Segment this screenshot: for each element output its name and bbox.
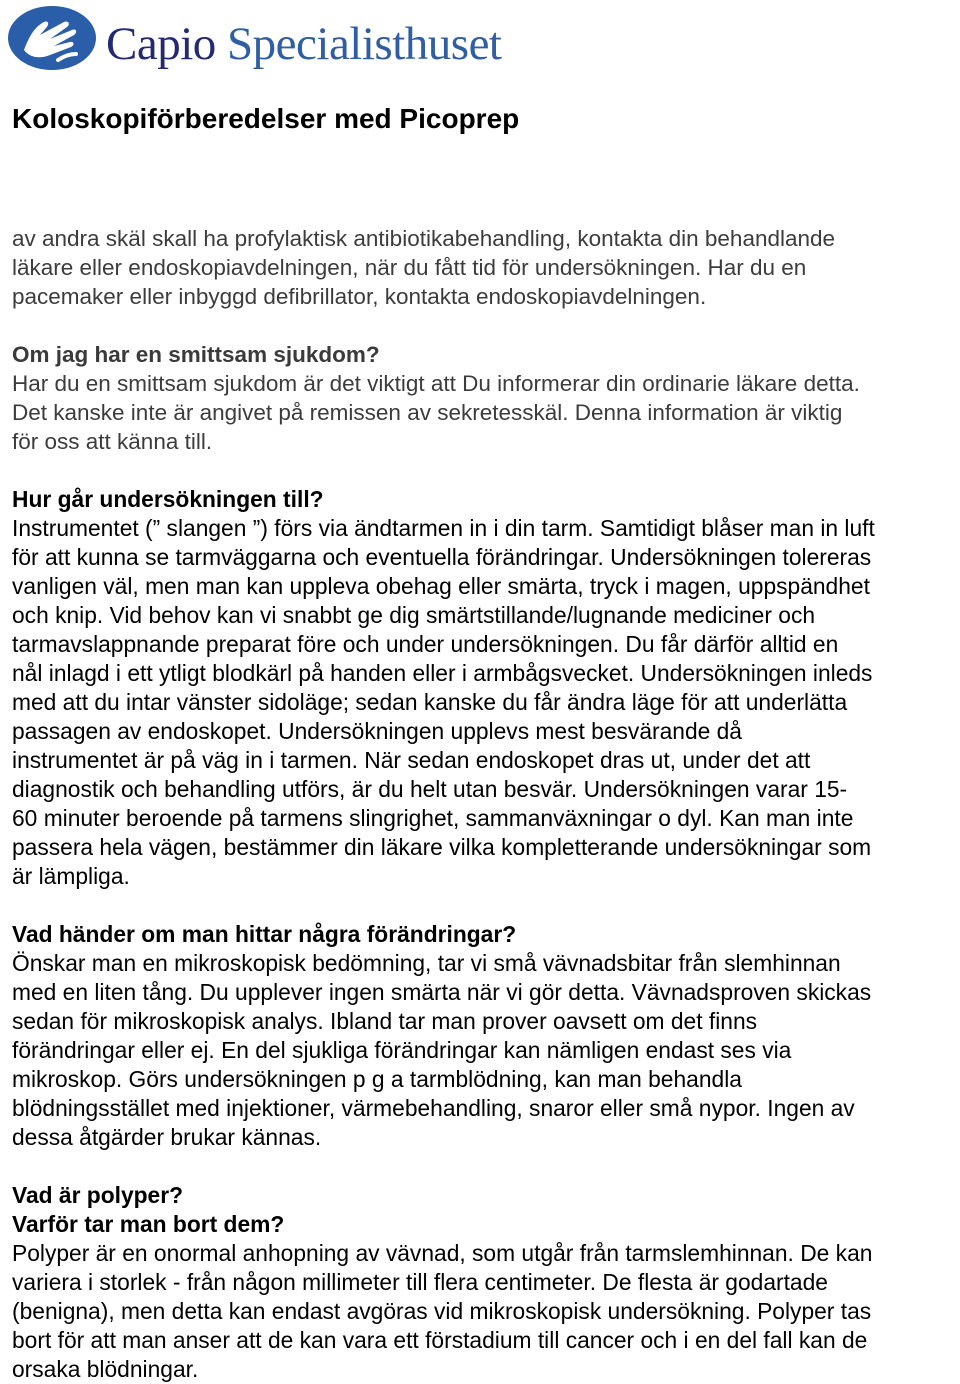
section-heading: Vad är polyper? [12,1182,184,1208]
text-line: 60 minuter beroende på tarmens slingrighet, sammanväxningar o dyl. Kan man inte [12,805,854,831]
section-procedure [12,485,956,891]
text-line: diagnostik och behandling utförs, är du helt utan besvär. Undersökningen varar 15- [12,776,848,802]
text-line: instrumentet är på väg in i tarmen. När sedan endoskopet dras ut, under det att [12,747,811,773]
page-header [0,0,960,80]
text-line: Önskar man en mikroskopisk bedömning, tar vi små vävnadsbitar från slemhinnan [12,950,841,976]
section-polyps [12,1181,956,1384]
section-heading: Vad händer om man hittar några förändringar? [12,921,517,947]
text-line: mikroskop. Görs undersökningen p g a tarmblödning, kan man behandla [12,1066,742,1092]
text-line: Har du en smittsam sjukdom är det viktigt att Du informerar din ordinarie läkare detta. [12,371,860,396]
brand-name: Capio [106,18,216,70]
text-line: läkare eller endoskopiavdelningen, när du fått tid för undersökningen. Har du en [12,255,807,280]
text-line: sedan för mikroskopisk analys. Ibland tar man prover oavsett om det finns [12,1008,758,1034]
text-line: av andra skäl skall ha profylaktisk antibiotikabehandling, kontakta din behandlande [12,226,836,251]
section-findings [12,920,956,1152]
text-line: med att du intar vänster sidoläge; sedan kanske du får ändra läge för att underlätta [12,689,848,715]
text-line: passera hela vägen, bestämmer din läkare vilka kompletterande undersökningar som [12,834,872,860]
text-line: förändringar eller ej. En del sjukliga förändringar kan nämligen endast ses via [12,1037,792,1063]
text-line: vanligen väl, men man kan uppleva obehag eller smärta, tryck i magen, uppspändhet [12,573,870,599]
text-line: blödningsstället med injektioner, värmebehandling, snaror eller små nypor. Ingen av [12,1095,855,1121]
section-heading: Om jag har en smittsam sjukdom? [12,342,380,367]
section-contagious-disease [12,340,956,456]
text-line: Det kanske inte är angivet på remissen av sekretesskäl. Denna information är viktig [12,400,843,425]
hand-icon [6,4,98,72]
text-line: dessa åtgärder brukar kännas. [12,1124,322,1150]
text-line: bort för att man anser att de kan vara ett förstadium till cancer och i en del fall kan de [12,1327,868,1353]
section-subheading: Varför tar man bort dem? [12,1211,285,1237]
brand-subname: Specialisthuset [227,18,502,70]
text-line: variera i storlek - från någon millimeter till flera centimeter. De flesta är godartade [12,1269,828,1295]
document-body [12,224,956,1384]
section-heading: Hur går undersökningen till? [12,486,324,512]
text-line: och knip. Vid behov kan vi snabbt ge dig smärtstillande/lugnande mediciner och [12,602,816,628]
text-line: pacemaker eller inbyggd defibrillator, kontakta endoskopiavdelningen. [12,284,707,309]
text-line: orsaka blödningar. [12,1356,199,1382]
text-line: Polyper är en onormal anhopning av vävnad, som utgår från tarmslemhinnan. De kan [12,1240,873,1266]
text-line: nål inlagd i ett ytligt blodkärl på handen eller i armbågsvecket. Undersökningen inleds [12,660,873,686]
text-line: för oss att känna till. [12,429,213,454]
brand-logo-text [106,14,502,74]
intro-paragraph [12,224,956,311]
text-line: tarmavslappnande preparat före och under undersökningen. Du får därför alltid en [12,631,839,657]
text-line: (benigna), men detta kan endast avgöras vid mikroskopisk undersökning. Polyper tas [12,1298,872,1324]
document-title: Koloskopiförberedelser med Picoprep [12,103,520,134]
text-line: med en liten tång. Du upplever ingen smärta när vi gör detta. Vävnadsproven skickas [12,979,872,1005]
text-line: är lämpliga. [12,863,130,889]
text-line: Instrumentet (” slangen ”) förs via ändtarmen in i din tarm. Samtidigt blåser man in luft [12,515,875,541]
text-line: för att kunna se tarmväggarna och eventuella förändringar. Undersökningen tolereras [12,544,872,570]
text-line: passagen av endoskopet. Undersökningen upplevs mest besvärande då [12,718,742,744]
